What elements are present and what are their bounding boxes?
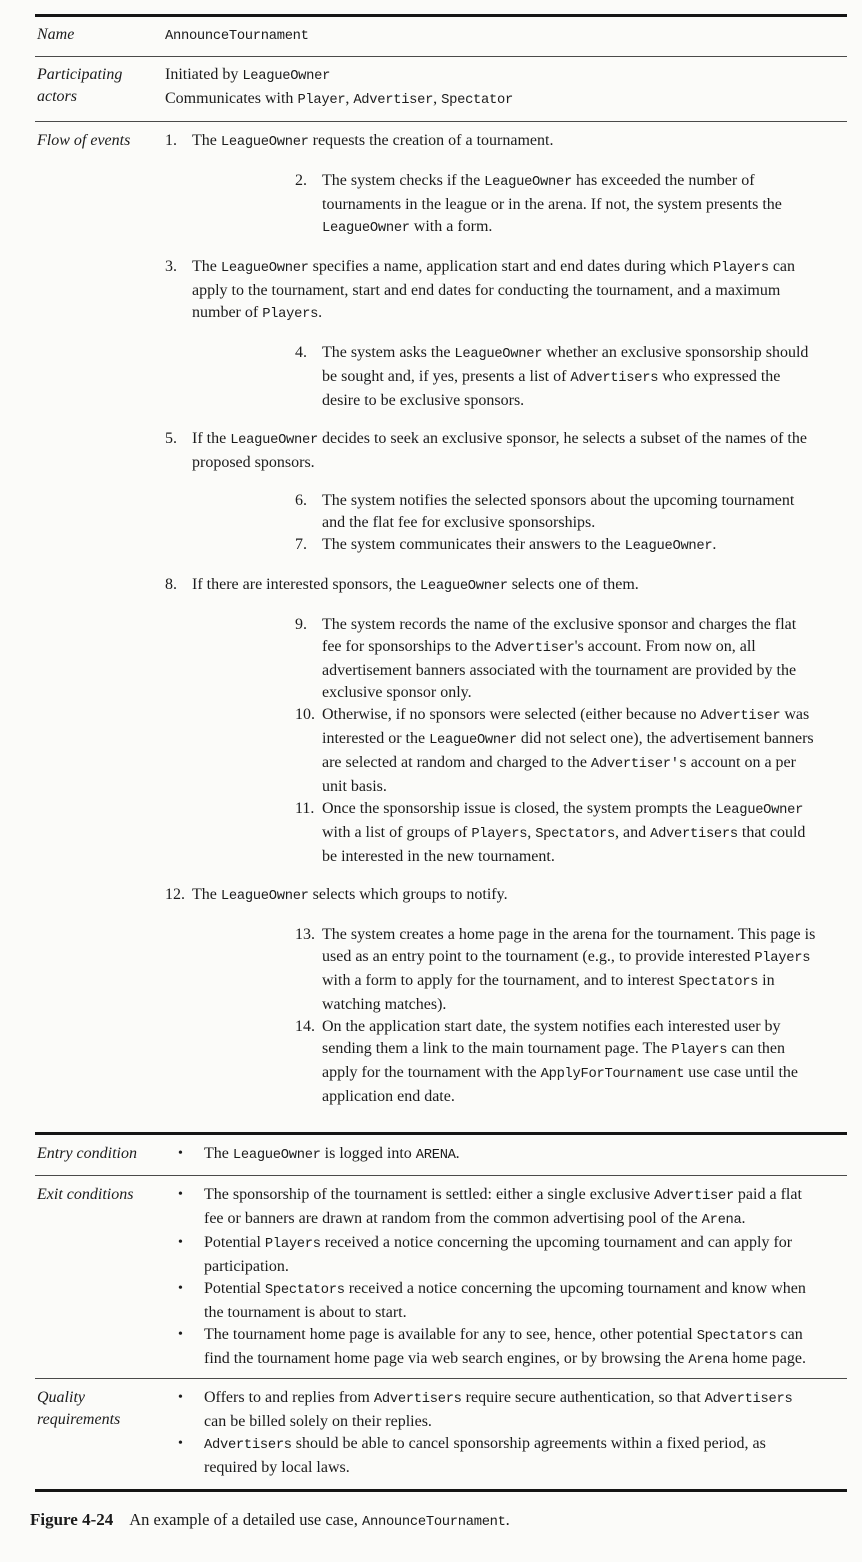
step-text: On the application start date, the system notifies each interested user by sending them a link to the main tournament page. The Players can then apply for the tournament with the ApplyForTournament use case until the application end date. [322,1018,798,1105]
actors-line-communicates: Communicates with Player, Advertiser, Spectator [165,90,513,108]
bullet-text: The tournament home page is available for any to see, hence, other potential Spectators can find the tournament home page via web search engines, or by browsing the Arena home page. [204,1326,806,1368]
bullet-icon: • [178,1187,183,1202]
bullet-item [178,1143,817,1167]
step-text: The system communicates their answers to the LeagueOwner. [322,536,717,554]
row-flow-of-events [35,122,847,1132]
step-number: 9. [295,616,307,633]
bullet-text: The LeagueOwner is logged into ARENA. [204,1145,460,1163]
bullet-text: Potential Players received a notice concerning the upcoming tournament and can apply for participation. [204,1234,793,1275]
step-number: 5. [165,430,177,447]
bullet-item [178,1387,817,1433]
step-number: 4. [295,344,307,361]
step-text: The system notifies the selected sponsors about the upcoming tournament and the flat fee for exclusive sponsorships. [322,492,795,531]
step-number: 2. [295,172,307,189]
step-number: 1. [165,132,177,149]
bullet-item [178,1324,817,1372]
step-text: The system checks if the LeagueOwner has exceeded the number of tournaments in the league or in the arena. If not, the system presents the LeagueOwner with a form. [322,172,782,236]
step-number: 11. [295,800,315,817]
step-text: The LeagueOwner requests the creation of a tournament. [192,132,554,150]
step-text: The system creates a home page in the arena for the tournament. This page is used as an entry point to the tournament (e.g., to provide interested Players with a form to apply for the tournament, and to interest Spectators in watching matches). [322,926,816,1013]
row-label-entry-condition: Entry condition [37,1145,137,1162]
flow-step [165,574,817,598]
flow-step [295,798,817,868]
step-number: 13. [295,926,315,943]
flow-step [295,704,817,798]
bullet-icon: • [178,1436,183,1451]
flow-step [295,924,817,1016]
step-number: 10. [295,706,315,723]
bullet-item [178,1433,817,1479]
bullet-icon: • [178,1146,183,1161]
bullet-icon: • [178,1281,183,1296]
row-exit-conditions [35,1176,847,1378]
row-content-quality-requirements [165,1387,847,1479]
step-text: The LeagueOwner selects which groups to notify. [192,886,508,904]
step-number: 14. [295,1018,315,1035]
flow-step [295,534,817,558]
bullet-text: Advertisers should be able to cancel sponsorship agreements within a fixed period, as required by local laws. [204,1435,766,1476]
use-case-table [35,14,847,1492]
step-number: 3. [165,258,177,275]
step-number: 8. [165,576,177,593]
step-number: 7. [295,536,307,553]
flow-step [295,170,817,240]
bullet-icon: • [178,1390,183,1405]
bullet-item [178,1278,817,1324]
flow-step [295,614,817,704]
flow-step [295,342,817,412]
row-name [35,17,847,56]
divider-thick-bottom [35,1489,847,1492]
bullet-item [178,1232,817,1278]
step-text: Once the sponsorship issue is closed, the system prompts the LeagueOwner with a list of groups of Players, Spectators, and Advertisers that could be interested in the new tournament. [322,800,806,865]
row-content-entry-condition [165,1143,847,1167]
flow-step [165,130,817,154]
bullet-icon: • [178,1235,183,1250]
flow-step [295,1016,817,1108]
figure-caption [30,1508,862,1535]
flow-step [295,490,817,534]
row-participating-actors [35,57,847,121]
caption-text: An example of a detailed use case, AnnounceTournament. [129,1510,510,1530]
bullet-text: Offers to and replies from Advertisers require secure authentication, so that Advertisers can be billed solely on their replies. [204,1389,793,1430]
row-quality-requirements [35,1379,847,1489]
row-label-quality-requirements: Quality requirements [37,1389,121,1428]
row-label-flow-of-events: Flow of events [37,132,131,149]
row-label-participating-actors: Participating actors [37,66,123,105]
flow-step [165,428,817,474]
flow-step [165,256,817,326]
step-number: 12. [165,886,185,903]
step-text: If the LeagueOwner decides to seek an exclusive sponsor, he selects a subset of the names of the proposed sponsors. [192,430,807,471]
row-content-participating-actors [165,64,847,112]
bullet-text: Potential Spectators received a notice concerning the upcoming tournament and know when the tournament is about to start. [204,1280,806,1321]
row-label-name: Name [37,26,75,43]
row-content-name: AnnounceTournament [165,29,309,44]
step-text: The system records the name of the exclusive sponsor and charges the flat fee for sponsorships to the Advertiser's account. From now on, all advertisement banners associated with the tournament are provided by the exclusive sponsor only. [322,616,797,701]
figure-label: Figure 4-24 [30,1510,114,1529]
step-text: The system asks the LeagueOwner whether an exclusive sponsorship should be sought and, if yes, presents a list of Advertisers who expressed the desire to be exclusive sponsors. [322,344,809,409]
step-text: The LeagueOwner specifies a name, application start and end dates during which Players can apply to the tournament, start and end dates for conducting the tournament, and a maximum number of Players. [192,258,796,322]
step-number: 6. [295,492,307,509]
bullet-text: The sponsorship of the tournament is settled: either a single exclusive Advertiser paid a flat fee or banners are drawn at random from the common advertising pool of the Arena. [204,1186,802,1228]
row-entry-condition [35,1135,847,1175]
row-content-flow-of-events [165,130,847,1108]
flow-step [165,884,817,908]
bullet-icon: • [178,1327,183,1342]
step-text: Otherwise, if no sponsors were selected (either because no Advertiser was interested or the LeagueOwner did not select one), the advertisement banners are selected at random and charged to the Advertiser's account on a per unit basis. [322,706,814,795]
row-content-exit-conditions [165,1184,847,1372]
bullet-item [178,1184,817,1232]
actors-line-initiated: Initiated by LeagueOwner [165,66,331,84]
step-text: If there are interested sponsors, the LeagueOwner selects one of them. [192,576,639,594]
row-label-exit-conditions: Exit conditions [37,1186,134,1203]
